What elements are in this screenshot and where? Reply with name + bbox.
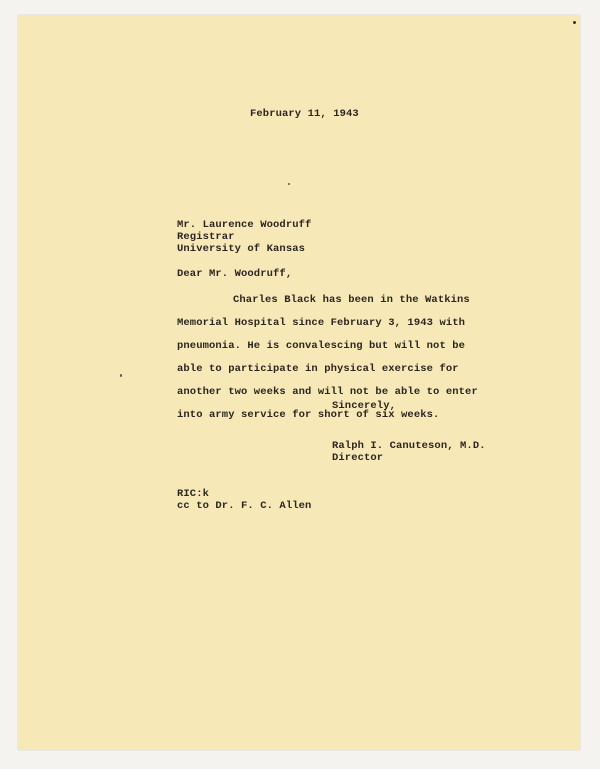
letter-date: February 11, 1943 xyxy=(250,108,359,120)
paper-speck xyxy=(288,183,290,185)
cc-line: cc to Dr. F. C. Allen xyxy=(177,500,312,512)
signer-title: Director xyxy=(332,452,384,464)
salutation: Dear Mr. Woodruff, xyxy=(177,268,293,280)
recipient-name: Mr. Laurence Woodruff xyxy=(177,219,312,231)
letter-page xyxy=(18,15,580,750)
body-line: Memorial Hospital since February 3, 1943 with xyxy=(177,317,466,329)
corner-mark xyxy=(573,21,576,24)
body-line: able to participate in physical exercise for xyxy=(177,363,459,375)
body-line: Charles Black has been in the Watkins xyxy=(233,294,470,306)
recipient-address xyxy=(177,219,311,255)
body-line: another two weeks and will not be able to enter xyxy=(177,386,478,398)
recipient-institution: University of Kansas xyxy=(177,243,306,255)
recipient-title: Registrar xyxy=(177,231,235,243)
body-line: into army service for short of six weeks. xyxy=(177,409,440,421)
reference-block xyxy=(177,488,311,512)
signature-block xyxy=(332,440,486,464)
closing: Sincerely, xyxy=(332,400,397,412)
paper-speck xyxy=(120,374,122,377)
reference-initials: RIC:k xyxy=(177,488,210,500)
signer-name: Ralph I. Canuteson, M.D. xyxy=(332,440,486,452)
body-line: pneumonia. He is convalescing but will not be xyxy=(177,340,466,352)
letter-body xyxy=(177,289,478,427)
